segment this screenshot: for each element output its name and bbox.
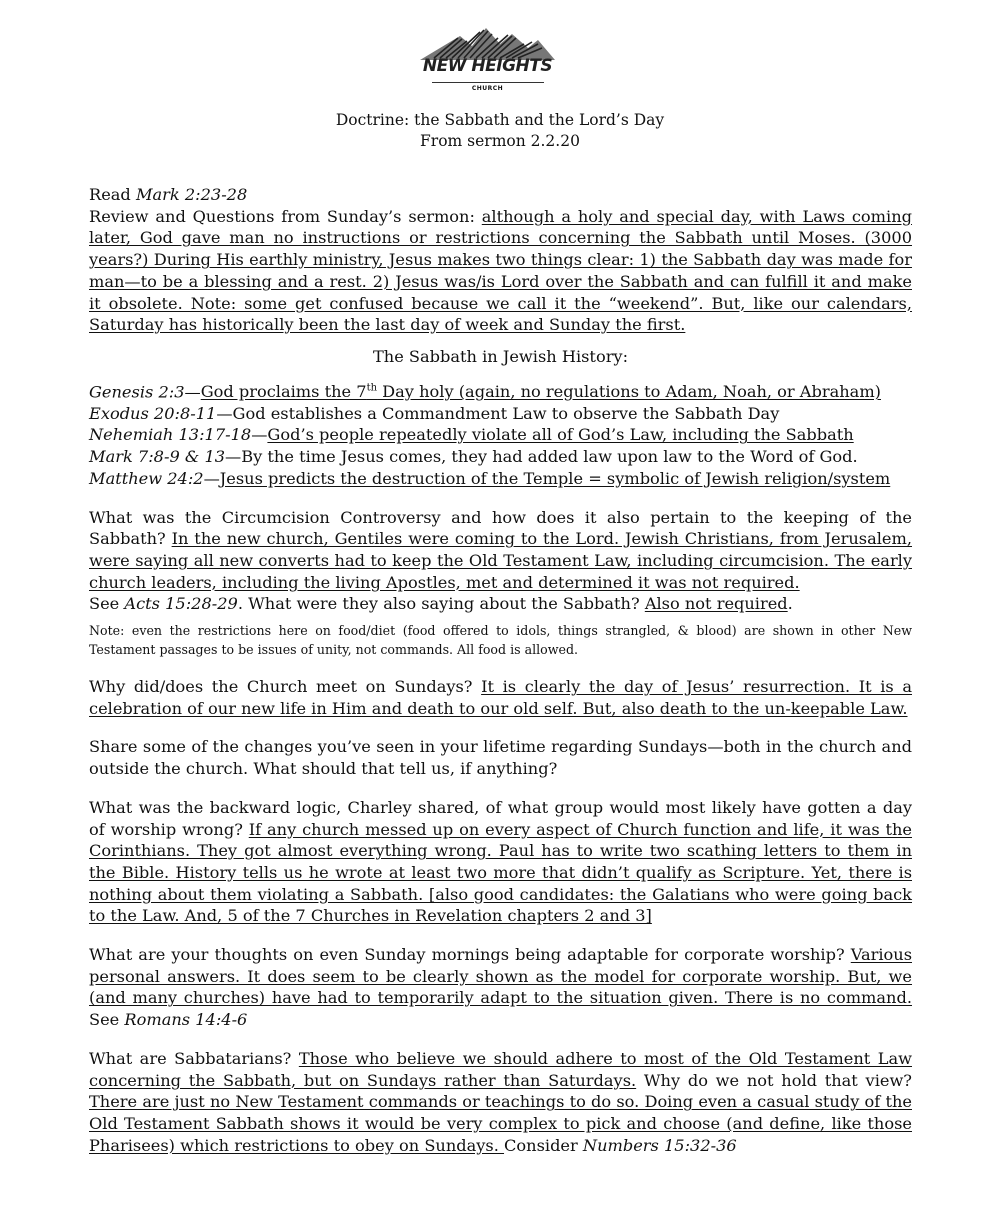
- document-header: [0, 110, 1000, 152]
- circumcision-question: What was the Circumcision Controversy and how does it also pertain to the keeping of the Sabbath?: [89, 507, 912, 549]
- document-title: Doctrine: the Sabbath and the Lord’s Day: [335, 111, 665, 129]
- exodus-ref: Exodus 20:8-11: [89, 403, 217, 423]
- sabbatarians-paragraph: What are Sabbatarians? Those who believe we should adhere to most of the Old Testament Law concerning the Sabbath, but on Sundays rather than Saturdays. Why do we not hold that view? There are just no New Testament commands or teachings to do so. Doing even a casual study of the Old Testament Sabbath shows it would be very complex to pick and choose (and define, like those Pharisees) which restrictions to obey on Sundays. Consider Numbers 15:32-36: [89, 1048, 912, 1155]
- genesis-ref: Genesis 2:3: [89, 382, 185, 402]
- circumcision-answer: In the new church, Gentiles were coming to the Lord. Jewish Christians, from Jerusalem, were saying all new converts had to keep the Old Testament Law, including circumcision. The early church leaders, including the living Apostles, met and determined it was not required.: [89, 529, 912, 592]
- logo-divider: [432, 82, 544, 83]
- sundays-paragraph: [89, 676, 912, 719]
- history-mark: [89, 446, 912, 468]
- dash: —: [203, 468, 220, 488]
- logo-subtitle: CHURCH: [471, 85, 504, 92]
- review-answer: although a holy and special day, with Laws coming later, God gave man no instructions or restrictions concerning the Sabbath until Moses. (3000 years?) During His earthly ministry, Jesus makes two things clear: 1) the Sabbath day was made for man—to be a blessing and a rest. 2) Jesus was/is Lord over the Sabbath and can fulfill it and make it obsolete. Note: some get confused because we call it the “weekend”. But, like our calendars, Saturday has historically been the last day of week and Sunday the first.: [89, 206, 912, 335]
- review-question: Review and Questions from Sunday’s sermon:: [89, 206, 482, 226]
- mark-ref: Mark 7:8-9 & 13: [89, 447, 226, 467]
- changes-paragraph: Share some of the changes you’ve seen in your lifetime regarding Sundays—both in the church and outside the church. What should that tell us, if anything?: [89, 737, 912, 779]
- numbers-ref: Numbers 15:32-36: [582, 1135, 737, 1155]
- history-heading: The Sabbath in Jewish History:: [372, 346, 629, 366]
- logo-wordmark: NEW HEIGHTS: [422, 56, 553, 76]
- genesis-text: God proclaims the 7th Day holy (again, no regulations to Adam, Noah, or Abraham): [200, 382, 881, 402]
- sabbatarians-question: What are Sabbatarians?: [89, 1048, 299, 1068]
- mountain-logo-icon: [420, 26, 555, 60]
- dash: —: [216, 403, 233, 423]
- mark-text: By the time Jesus comes, they had added law upon law to the Word of God.: [241, 447, 858, 467]
- adaptable-question: What are your thoughts on even Sunday mornings being adaptable for corporate worship?: [89, 945, 851, 965]
- sabbatarians-answer-2: There are just no New Testament commands or teachings to do so. Doing even a casual study of the Old Testament Sabbath shows it would be very complex to pick and choose (and define, like those Pharisees) which restrictions to obey on Sundays.: [89, 1092, 912, 1155]
- history-exodus: [89, 403, 912, 425]
- matthew-ref: Matthew 24:2: [89, 468, 204, 488]
- review-paragraph: [89, 206, 912, 336]
- nehemiah-text: God’s people repeatedly violate all of God’s Law, including the Sabbath: [267, 425, 854, 445]
- read-line: [89, 184, 912, 206]
- nehemiah-ref: Nehemiah 13:17-18: [89, 425, 252, 445]
- document-subtitle: From sermon 2.2.20: [420, 132, 580, 150]
- sundays-question: Why did/does the Church meet on Sundays?: [89, 677, 482, 697]
- dash: —: [225, 447, 242, 467]
- acts-answer: Also not required: [644, 594, 788, 614]
- matthew-text: Jesus predicts the destruction of the Temple = symbolic of Jewish religion/system: [219, 468, 891, 488]
- circumcision-paragraph: [89, 507, 912, 594]
- backward-paragraph: [89, 797, 912, 927]
- sundays-answer: It is clearly the day of Jesus’ resurrection. It is a celebration of our new life in Him and death to our old self. But, also death to the un-keepable Law.: [89, 677, 912, 718]
- backward-answer: If any church messed up on every aspect of Church function and life, it was the Corinthians. They got almost everything wrong. Paul has to write two scathing letters to them in the Bible. History tells us he wrote at least two more that didn’t qualify as Scripture. Yet, there is nothing about them violating a Sabbath. [also good candidates: the Galatians who were going back to the Law. And, 5 of the 7 Churches in Revelation chapters 2 and 3]: [89, 819, 912, 926]
- exodus-text: God establishes a Commandment Law to observe the Sabbath Day: [232, 403, 780, 423]
- dash: —: [251, 425, 268, 445]
- food-note: Note: even the restrictions here on food/diet (food offered to idols, things strangled, & blood) are shown in other New Testament passages to be issues of unity, not commands. All food is allowed.: [89, 623, 912, 658]
- acts-ref: Acts 15:28-29: [124, 594, 238, 614]
- backward-question: What was the backward logic, Charley shared, of what group would most likely have gotten a day of worship wrong?: [89, 797, 912, 839]
- document-body: [89, 184, 912, 1156]
- history-matthew: [89, 468, 912, 490]
- acts-line: See Acts 15:28-29. What were they also saying about the Sabbath? Also not required.: [89, 594, 793, 614]
- sabbatarians-answer-1: Those who believe we should adhere to most of the Old Testament Law concerning the Sabbath, but on Sundays rather than Saturdays.: [89, 1048, 912, 1090]
- adaptable-paragraph: What are your thoughts on even Sunday mornings being adaptable for corporate worship? Various personal answers. It does seem to be clearly shown as the model for corporate worship. But, we (and many churches) have had to temporarily adapt to the situation given. There is no command. See Romans 14:4-6: [89, 945, 912, 1030]
- dash: —: [184, 382, 201, 402]
- church-logo: [420, 26, 555, 96]
- history-nehemiah: [89, 424, 912, 446]
- sabbatarians-question-2: Why do we not hold that view?: [636, 1070, 912, 1090]
- adaptable-answer: Various personal answers. It does seem to be clearly shown as the model for corporate worship. But, we (and many churches) have had to temporarily adapt to the situation given. There is no command.: [89, 945, 912, 1008]
- romans-ref: Romans 14:4-6: [124, 1010, 248, 1030]
- read-prefix: Read: [89, 185, 136, 204]
- history-genesis: [89, 378, 912, 403]
- read-ref: Mark 2:23-28: [135, 185, 248, 204]
